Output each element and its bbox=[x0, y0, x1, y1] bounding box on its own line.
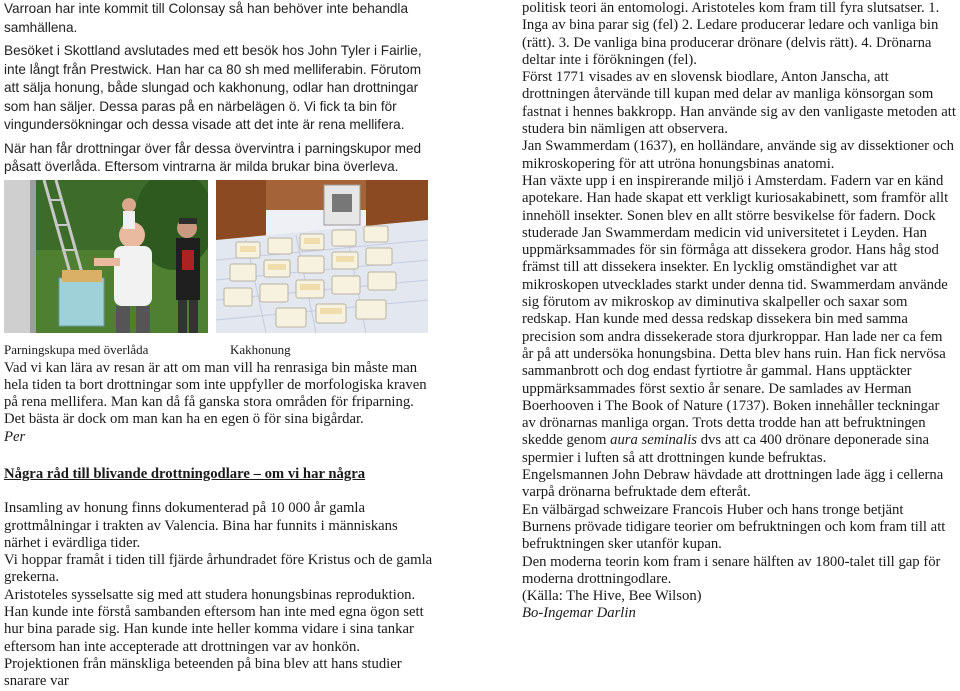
left-column bbox=[4, 0, 436, 691]
right-column bbox=[522, 0, 956, 623]
history-paragraph-1: Insamling av honung finns dokumenterad på 10 000 år gamla grottmålningar i trakten av Valencia. Bina har funnits i människans närhet i evärdliga tider. bbox=[4, 500, 398, 551]
photo-row bbox=[4, 180, 436, 342]
mating-hive-photo bbox=[4, 180, 208, 333]
author-signature: Bo-Ingemar Darlin bbox=[522, 605, 636, 622]
caption-comb-honey: Kakhonung bbox=[230, 341, 291, 357]
scotland-visit-paragraph: Besöket i Skottland avslutades med ett besök hos John Tyler i Fairlie, inte långt från Prestwick. Han har ca 80 sh med melliferabin. Förutom att sälja honung, både slungad och kakhonung, odlar han drottningar som han säljer. Dessa paras på en närbelägen ö. Vi fick ta bin för vingundersökningar och dessa visade att det inte är rena mellifera. bbox=[4, 43, 422, 132]
huber-paragraph: En välbärgad schweizare Francois Huber och hans tronge betjänt Burnens prövade tidigare teorier om befruktningen och kom fram till att befruktningen sker utanför kupan. bbox=[522, 501, 946, 553]
intro-line-1: Varroan har inte kommit till Colonsay så han behöver inte behandla bbox=[4, 1, 409, 16]
history-paragraph-3: Aristoteles sysselsatte sig med att studera honungsbinas reproduktion. Han kunde inte förstå sambanden eftersom han inte med egna ögon sett hur bina parade sig. Han kunde inte heller komma vidare i sina tankar eftersom han inte accepterade att drottningen var av honkön. Projektionen från mänskliga beteenden på bina blev att hans studier snarare var bbox=[4, 586, 424, 690]
swammerdam-life-paragraph: Han växte upp i en inspirerande miljö i Amsterdam. Fadern var en känd apotekare. Han hade skapat ett verkligt kuriosakabinett, som framför allt innehöll insekter. Sonen blev en allt större besvikelse för fadern. Dock studerade Jan Swammerdam medicin vid universitetet i Leyden. Han uppmärksammades för sin förmåga att dissekera grodor. Hans håg stod främst till att dissekera insekter. En lycklig omständighet var att mikroskopen utvecklades starkt under denna tid. Swammerdam använde sig förutom av mikroskop av diminutiva skalpeller och saxar som redskap. Han kunde med dessa redskap dissekera bin med samma precision som andra dissekerade stora djurkroppar. Han lade ner ca fem år på att undersöka honungsbina. Detta blev hans ruin. Han fick nervösa sammanbrott och dog endast fyrtiotre år gammal. Hans upptäckter uppmärksammades först sextio år senare. De samlades av Herman Boerhooven i The Book of Nature (1737). Boken innehåller teckningar av drönarnas manliga organ. Trots detta trodde han att befruktningen skedde genom aura seminalis dvs att ca 400 drönare deponerade sina spermier i luften så att drottningen kunde befruktas. bbox=[522, 172, 949, 466]
aura-seminalis-term: aura seminalis bbox=[610, 432, 698, 449]
aristoteles-paragraph: politisk teori än entomologi. Aristoteles kom fram till fyra slutsatser. 1. Inga av bina parar sig (fel) 2. Ledare producerar ledare och vanliga bin (rätt). 3. De vanliga bina producerar drönare (delvis rätt). 4. Drönarna deltar inte i förökningen (fel). bbox=[522, 0, 940, 68]
intro-line-2: samhällena. bbox=[4, 19, 78, 35]
article-heading: Några råd till blivande drottningodlare – om vi har några bbox=[4, 465, 366, 482]
janscha-paragraph: Först 1771 visades av en slovensk biodlare, Anton Janscha, att drottningen återvände till kupan med delar av manliga könsorgan som fastnat i hennes bakkropp. Han använde sig av den vanligaste metoden att studera bin nämligen att observera. bbox=[522, 69, 956, 138]
intro-text bbox=[4, 0, 436, 37]
debraw-paragraph: Engelsmannen John Debraw hävdade att drottningen lade ägg i cellerna varpå drönarna befruktade dem efteråt. bbox=[522, 467, 944, 501]
wintering-paragraph: När han får drottningar över får dessa övervintra i parningskupor med påsatt överlåda. Eftersom vintrarna är milda brukar bina överleva. bbox=[4, 140, 422, 174]
source-note: (Källa: The Hive, Bee Wilson) bbox=[522, 588, 702, 605]
signature-per: Per bbox=[4, 428, 26, 445]
swammerdam-paragraph: Jan Swammerdam (1637), en holländare, använde sig av dissektioner och mikroskopering för att utröna honungsbinas anatomi. bbox=[522, 138, 954, 172]
lessons-paragraph: Vad vi kan lära av resan är att om man vill ha renrasiga bin måste man hela tiden ta bort drottningar som inte uppfyller de morfologiska kraven på rena mellifera. Man kan då få ganska stora områden för friparning. Det bästa är dock om man kan ha en egen ö för sina bigårdar. bbox=[4, 359, 427, 428]
history-paragraph-2: Vi hoppar framåt i tiden till fjärde århundradet före Kristus och de gamla grekerna. bbox=[4, 552, 433, 586]
comb-honey-photo bbox=[216, 180, 428, 333]
caption-mating-hive: Parningskupa med överlåda bbox=[4, 341, 149, 357]
photo-captions bbox=[4, 342, 436, 360]
modern-theory-paragraph: Den moderna teorin kom fram i senare hälften av 1800-talet till gap för moderna drottningodlare. bbox=[522, 553, 941, 587]
